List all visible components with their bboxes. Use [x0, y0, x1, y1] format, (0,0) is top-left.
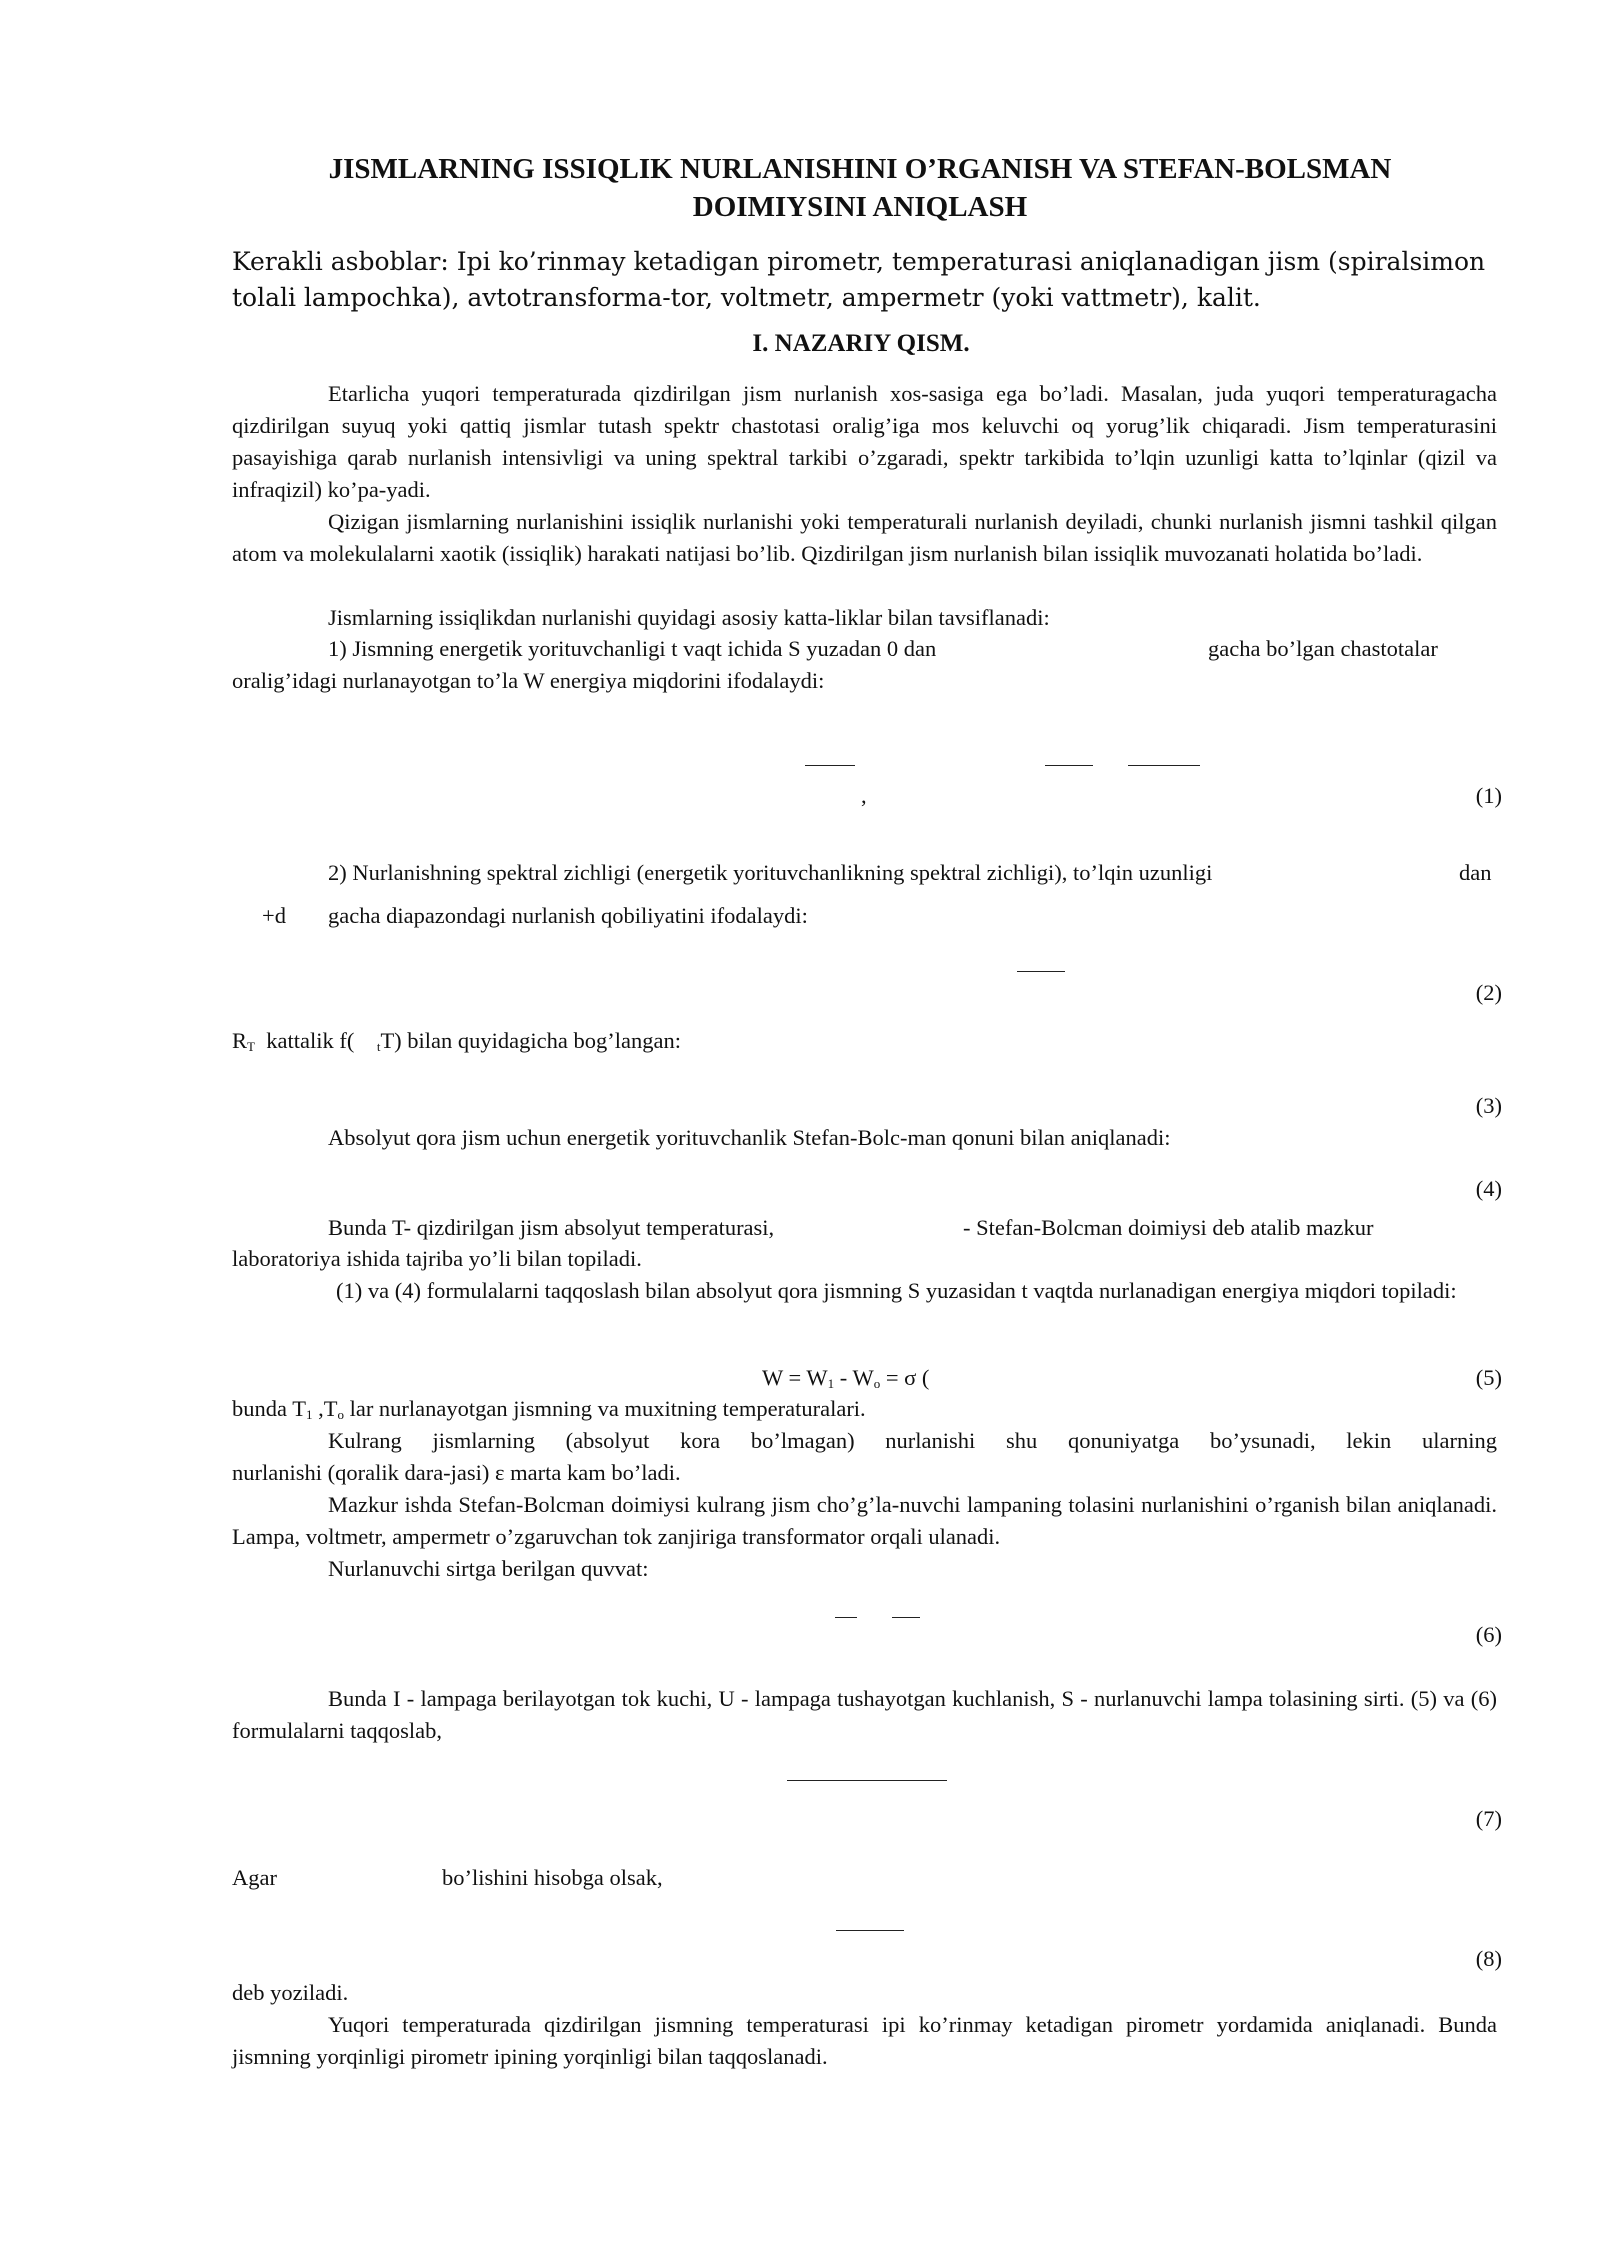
paragraph-spectral-density-start: 2) Nurlanishning spektral zichligi (energetik yorituvchanlikning spektral zichligi), to’lqin uzunligi: [328, 860, 1213, 885]
paragraph-spectral-density-plus-d: +d: [262, 903, 286, 928]
equation-number-2: (2): [1475, 980, 1502, 1005]
equation-5-sigma: = σ (: [880, 1365, 930, 1390]
equation-1-comma: ,: [861, 783, 867, 808]
paragraph-rt-relation: [232, 1025, 681, 1063]
equation-5-w: W = W: [762, 1365, 828, 1390]
paragraph-energetic-luminosity-end: gacha bo’lgan chastotalar: [1208, 636, 1438, 661]
paragraph-grey-bodies: Kulrang jismlarning (absolyut kora bo’lmagan) nurlanishi shu qonuniyatga bo’ysunadi, lekin ularning: [328, 1428, 1497, 1453]
equation-number-4: (4): [1475, 1176, 1502, 1201]
paragraph-spectral-density-dan: dan: [1459, 860, 1492, 885]
fraction-bar: [836, 1930, 904, 1931]
paragraph-temperature-cont: laboratoriya ishida tajriba yo’li bilan topiladi.: [232, 1246, 642, 1271]
equation-number-6: (6): [1475, 1622, 1502, 1647]
temperatures-sub-0: o: [337, 1407, 344, 1422]
paragraph-method: Mazkur ishda Stefan-Bolcman doimiysi kulrang jism cho’g’la-nuvchi lampaning tolasini nurlanishini o’rganish bilan aniqlanadi. Lampa, voltmetr, ampermetr o’zgaruvchan tok zanjiriga transformator orqali ulanadi.: [232, 1492, 1497, 1549]
document-title-line-1: JISMLARNING ISSIQLIK NURLANISHINI O’RGANISH VA STEFAN-BOLSMAN: [328, 153, 1392, 185]
paragraph-written: deb yoziladi.: [232, 1980, 349, 2005]
fraction-bar: [835, 1617, 857, 1618]
equation-number-5: (5): [1475, 1365, 1502, 1390]
fraction-bar: [805, 765, 855, 766]
rt-subscript-t: t: [376, 1039, 381, 1054]
temperatures-text-b: ,T: [312, 1396, 338, 1421]
fraction-bar: [1045, 765, 1093, 766]
equation-number-3: (3): [1475, 1093, 1502, 1118]
paragraph-stefan-boltzmann-law: Absolyut qora jism uchun energetik yorituvchanlik Stefan-Bolc-man qonuni bilan aniqlanadi:: [328, 1125, 1171, 1150]
rt-symbol: R: [232, 1028, 248, 1053]
equation-number-1: (1): [1475, 783, 1502, 808]
paragraph-temperature-start: Bunda T- qizdirilgan jism absolyut temperaturasi,: [328, 1215, 775, 1240]
paragraph-power: Nurlanuvchi sirtga berilgan quvvat:: [328, 1556, 649, 1581]
equation-number-7: (7): [1475, 1806, 1502, 1831]
document-title-line-2: DOIMIYSINI ANIQLASH: [692, 191, 1028, 223]
rt-text-a: kattalik f(: [266, 1028, 355, 1053]
paragraph-agar-cont: bo’lishini hisobga olsak,: [442, 1865, 663, 1890]
paragraph-grey-bodies-cont: nurlanishi (qoralik dara-jasi) ε marta kam bo’ladi.: [232, 1460, 681, 1485]
fraction-bar: [892, 1617, 920, 1618]
paragraph-agar: Agar: [232, 1865, 277, 1890]
rt-text-b: T) bilan quyidagicha bog’langan:: [380, 1028, 681, 1053]
temperatures-text-c: lar nurlanayotgan jismning va muxitning temperaturalari.: [343, 1396, 866, 1421]
fraction-bar: [1017, 971, 1065, 972]
rt-subscript: T: [247, 1039, 255, 1054]
temperatures-sub-1: 1: [305, 1407, 313, 1422]
equipment-list: Kerakli asboblar: Ipi ko’rinmay ketadigan pirometr, temperaturasi aniqlanadigan jism (spiralsimon tolali lampochka), avtotransforma-tor, voltmetr, ampermetr (yoki vattmetr), kalit.: [232, 247, 1486, 312]
section-heading: I. NAZARIY QISM.: [752, 330, 970, 357]
equation-5-minus: - W: [834, 1365, 874, 1390]
paragraph-quantities: Jismlarning issiqlikdan nurlanishi quyidagi asosiy katta-liklar bilan tavsiflanadi:: [328, 605, 1050, 630]
paragraph-spectral-density-end: gacha diapazondagi nurlanish qobiliyatini ifodalaydi:: [328, 903, 808, 928]
fraction-bar: [787, 1780, 947, 1781]
paragraph-current-voltage: Bunda I - lampaga berilayotgan tok kuchi, U - lampaga tushayotgan kuchlanish, S - nurlanuvchi lampa tolasining sirti. (5) va (6) formulalarni taqqoslab,: [232, 1686, 1497, 1743]
paragraph-energetic-luminosity-cont: oralig’idagi nurlanayotgan to’la W energiya miqdorini ifodalaydi:: [232, 668, 825, 693]
equation-number-8: (8): [1475, 1946, 1502, 1971]
paragraph-temperature-end: - Stefan-Bolcman doimiysi deb atalib mazkur: [963, 1215, 1374, 1240]
paragraph-energetic-luminosity-start: 1) Jismning energetik yorituvchanligi t vaqt ichida S yuzadan 0 dan: [328, 636, 937, 661]
paragraph-pyrometer: Yuqori temperaturada qizdirilgan jismning temperaturasi ipi ko’rinmay ketadigan pirometr yordamida aniqlanadi. Bunda jismning yorqinligi pirometr ipining yorqinligi bilan taqqoslanadi.: [232, 2012, 1497, 2069]
paragraph-thermal-radiation: Qizigan jismlarning nurlanishini issiqlik nurlanishi yoki temperaturali nurlanish deyiladi, chunki nurlanish jismni tashkil qilgan atom va molekulalarni xaotik (issiqlik) harakati natijasi bo’lib. Qizdirilgan jism nurlanish bilan issiqlik muvozanati holatida bo’ladi.: [232, 509, 1497, 566]
fraction-bar: [1128, 765, 1200, 766]
paragraph-intro: Etarlicha yuqori temperaturada qizdirilgan jism nurlanish xos-sasiga ega bo’ladi. Masalan, juda yuqori temperaturagacha qizdirilgan suyuq yoki qattiq jismlar tutash spektr chastotasi oralig’iga mos keluvchi oq yorug’lik chiqaradi. Jism temperaturasini pasayishiga qarab nurlanish intensivligi va uning spektral tarkibi o’zgaradi, spektr tarkibida to’lqin uzunligi katta to’lqinlar (qizil va infraqizil) ko’pa-yadi.: [232, 381, 1497, 502]
paragraph-compare-formulas: (1) va (4) formulalarni taqqoslash bilan absolyut qora jismning S yuzasidan t vaqtda nurlanadigan energiya miqdori topiladi:: [336, 1278, 1457, 1303]
temperatures-text-a: bunda T: [232, 1396, 306, 1421]
equation-5-sub-1: 1: [827, 1376, 835, 1391]
equation-5-sub-0: o: [873, 1376, 881, 1391]
